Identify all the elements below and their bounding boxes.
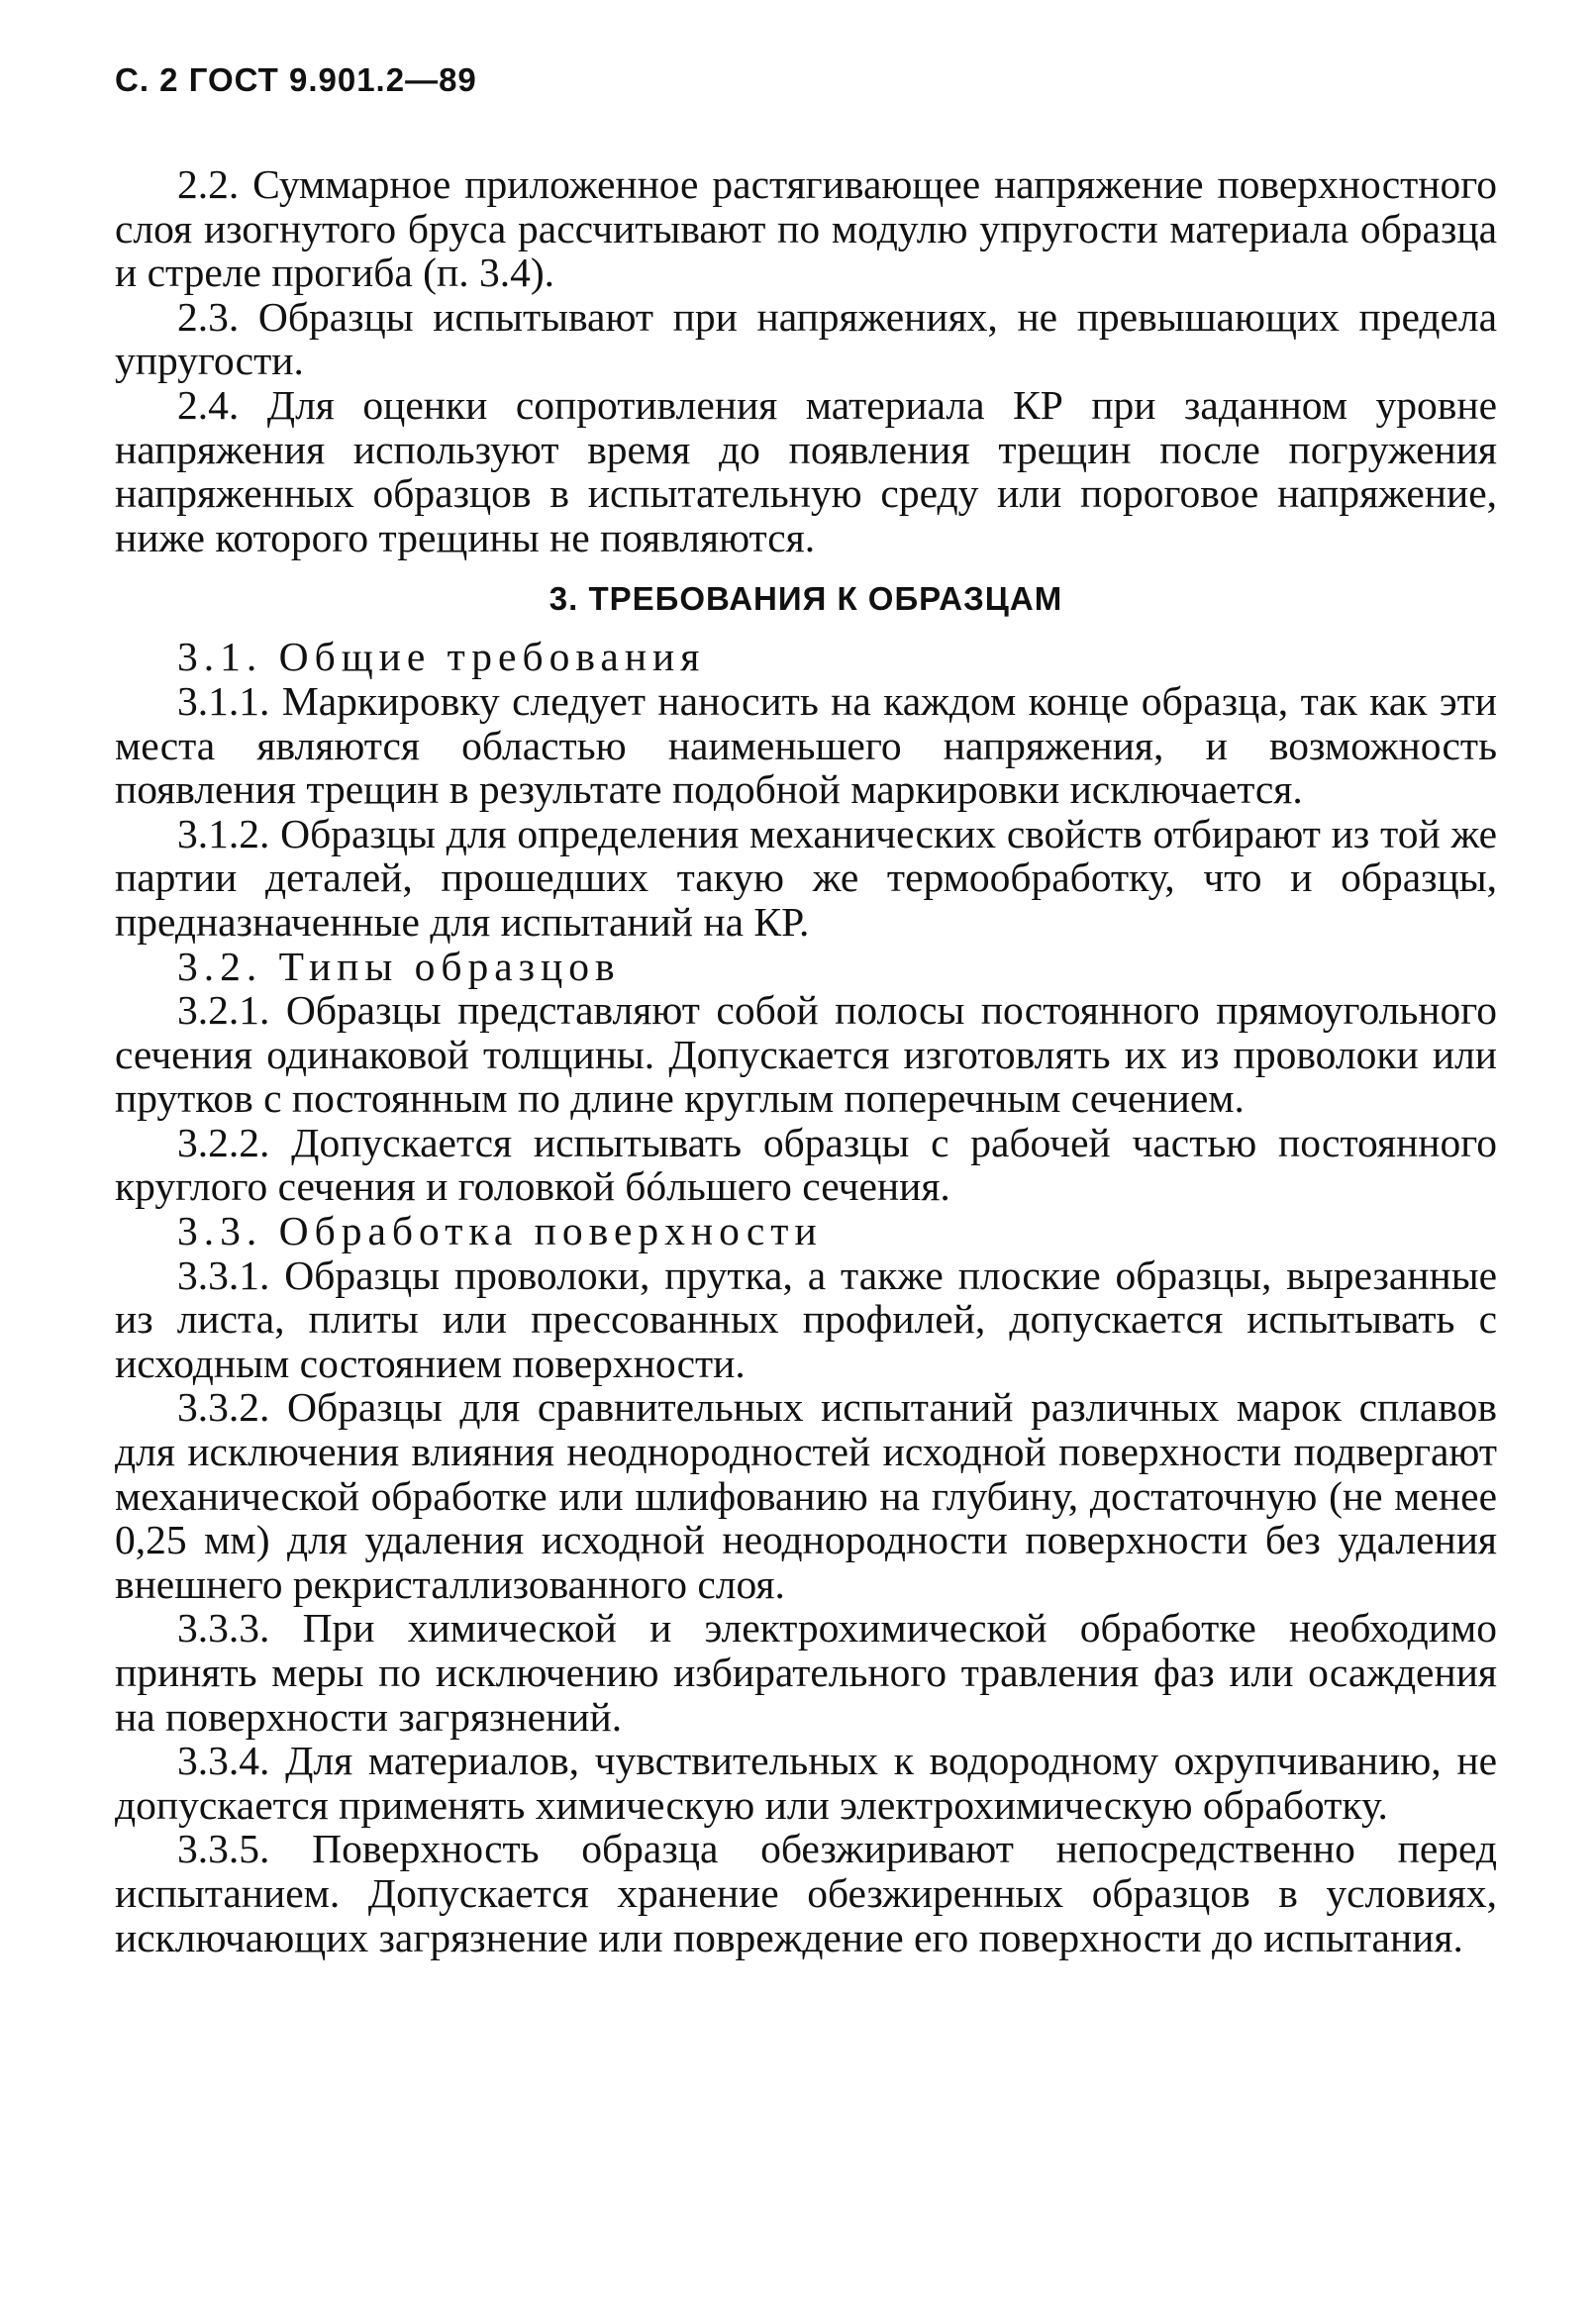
paragraph-2-4: 2.4. Для оценки сопротивления материала КР при заданном уровне напряжения используют время до появления трещин после погружения напряженных образцов в испытательную среду или пороговое напряжение, ниже которого трещины не появляются. xyxy=(115,381,1497,560)
subsection-title-3-2: 3.2. Типы образцов xyxy=(177,943,621,989)
paragraph-3-1-1: 3.1.1. Маркировку следует наносить на каждом конце образца, так как эти места являются областью наименьшего напряжения, и возможность появления трещин в результате подобной маркировки исключается. xyxy=(115,677,1497,813)
paragraph-3-3-5: 3.3.5. Поверхность образца обезжиривают непосредственно перед испытанием. Допускается хранение обезжиренных образцов в условиях, исключающих загрязнение или повреждение его поверхности до испытания. xyxy=(115,1826,1497,1960)
paragraph-3-2-1: 3.2.1. Образцы представляют собой полосы постоянного прямоугольного сечения одинаковой толщины. Допускается изготовлять их из проволоки или прутков с постоянным по длине круглым поперечным сечением. xyxy=(115,987,1497,1122)
paragraph-2-2: 2.2. Суммарное приложенное растягивающее напряжение поверхностного слоя изогнутого бруса рассчитывают по модулю упругости материала образца и стреле прогиба (п. 3.4). xyxy=(115,161,1497,296)
paragraph-3-2-2: 3.2.2. Допускается испытывать образцы с рабочей частью постоянного круглого сечения и головкой бóльшего сечения. xyxy=(115,1119,1497,1210)
subsection-title-3-3: 3.3. Обработка поверхности xyxy=(177,1208,823,1254)
paragraph-3-1-2: 3.1.2. Образцы для определения механических свойств отбирают из той же партии деталей, прошедших такую же термообработку, что и образцы, предназначенные для испытаний на КР. xyxy=(115,810,1497,945)
paragraph-3-3-1: 3.3.1. Образцы проволоки, прутка, а также плоские образцы, вырезанные из листа, плиты или прессованных профилей, допускается испытывать с исходным состоянием поверхности. xyxy=(115,1251,1497,1386)
paragraph-3-3-4: 3.3.4. Для материалов, чувствительных к водородному охрупчиванию, не допускается применять химическую или электрохимическую обработку. xyxy=(115,1738,1497,1828)
document-body xyxy=(115,162,1497,1959)
paragraph-3-3-2: 3.3.2. Образцы для сравнительных испытаний различных марок сплавов для исключения влияния неоднородностей исходной поверхности подвергают механической обработке или шлифованию на глубину, достаточную (не менее 0,25 мм) для удаления исходной неоднородности поверхности без удаления внешнего рекристаллизованного слоя. xyxy=(115,1384,1497,1607)
section-title: 3. ТРЕБОВАНИЯ К ОБРАЗЦАМ xyxy=(549,580,1063,618)
paragraph-2-3: 2.3. Образцы испытывают при напряжениях, не превышающих предела упругости. xyxy=(115,293,1497,384)
subsection-title-3-1: 3.1. Общие требования xyxy=(177,634,706,680)
page-header: С. 2 ГОСТ 9.901.2—89 xyxy=(115,61,477,98)
paragraph-3-3-3: 3.3.3. При химической и электрохимической обработке необходимо принять меры по исключению избирательного травления фаз или осаждения на поверхности загрязнений. xyxy=(115,1605,1497,1740)
